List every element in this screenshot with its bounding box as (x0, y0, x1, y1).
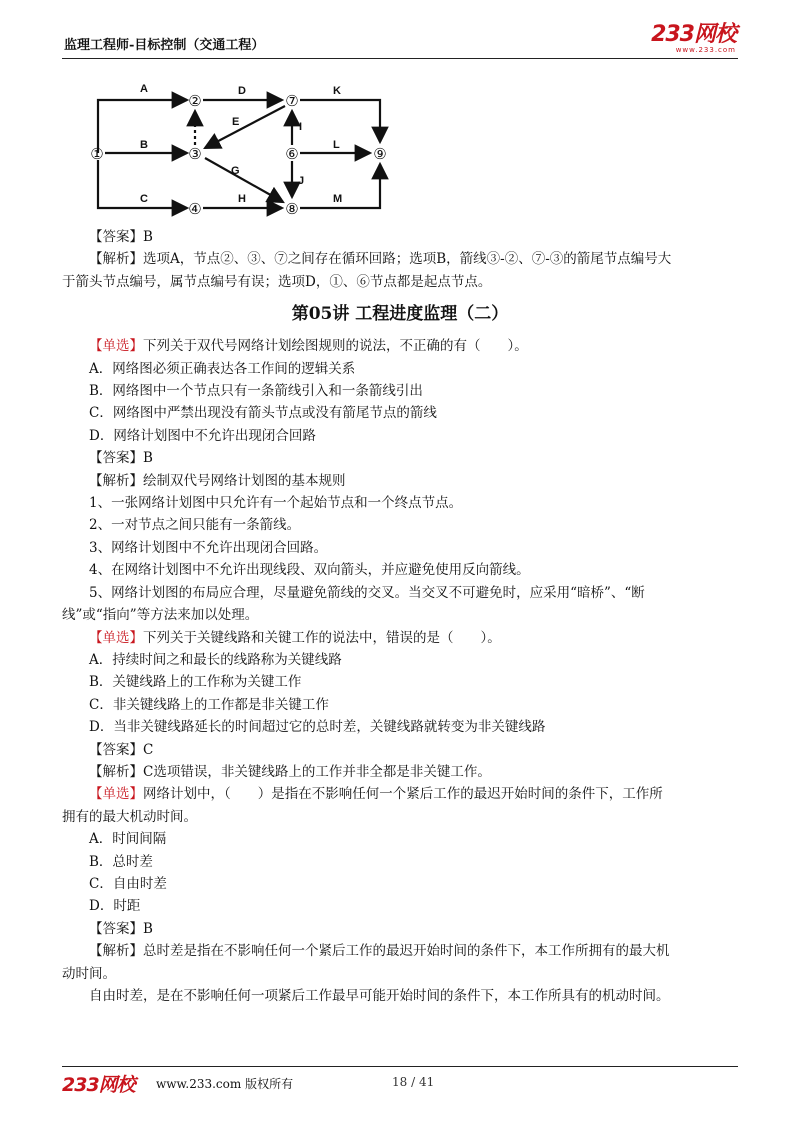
page-header (62, 22, 738, 60)
node-8: ⑧ (285, 200, 299, 218)
option-item: D．网络计划图中不允许出现闭合回路 (89, 427, 316, 444)
footer-logo[interactable]: 233网校 (62, 1074, 135, 1096)
network-diagram (85, 78, 405, 223)
option-item: A．持续时间之和最长的线路称为关键线路 (89, 651, 342, 668)
arrow-k (300, 100, 380, 142)
question-type-tag: 【单选】 (89, 338, 143, 355)
arrow-e (205, 106, 285, 148)
analysis-row: 【解析】总时差是指在不影响任何一个紧后工作的最迟开始时间的条件下，本工作所拥有的最大机 (89, 943, 670, 960)
logo-text: 233网校 (651, 22, 736, 47)
option-item: B．总时差 (89, 853, 153, 870)
question-stem-continued: 拥有的最大机动时间。 (62, 808, 197, 825)
document-title: 监理工程师-目标控制（交通工程） (64, 38, 265, 53)
header-rule (62, 58, 738, 59)
label-l: L (333, 139, 340, 151)
analysis-row: 【解析】C选项错误，非关键线路上的工作并非全都是非关键工作。 (89, 763, 491, 780)
rule-item: 2、一对节点之间只能有一条箭线。 (89, 517, 301, 534)
question-stem: 【单选】下列关于双代号网络计划绘图规则的说法，不正确的有（ ）。 (89, 338, 528, 355)
answer-row: 【答案】C (89, 741, 154, 758)
node-4: ④ (188, 200, 202, 218)
label-c: C (140, 193, 148, 205)
option-item: D．时距 (89, 898, 141, 915)
answer-row: 【答案】B (89, 920, 153, 937)
node-9: ⑨ (373, 145, 387, 163)
rule-item: 4、在网络计划图中不允许出现线段、双向箭头，并应避免使用反向箭线。 (89, 562, 530, 579)
rule-item-continued: 线”或“指向”等方法来加以处理。 (62, 607, 259, 624)
label-b: B (140, 139, 148, 151)
option-item: D．当非关键线路延长的时间超过它的总时差，关键线路就转变为非关键线路 (89, 719, 546, 736)
option-item: C．非关键线路上的工作都是非关键工作 (89, 696, 329, 713)
node-2: ② (188, 92, 202, 110)
question-stem: 【单选】下列关于关键线路和关键工作的说法中，错误的是（ ）。 (89, 629, 501, 646)
node-3: ③ (188, 145, 202, 163)
label-m: M (333, 193, 343, 205)
page-number: 18 / 41 (392, 1075, 435, 1089)
page-footer (62, 1068, 738, 1094)
node-1: ① (90, 145, 104, 163)
brand-logo[interactable] (651, 24, 736, 54)
label-k: K (333, 85, 341, 97)
node-7: ⑦ (285, 92, 299, 110)
label-d: D (238, 85, 246, 97)
label-h: H (238, 193, 246, 205)
option-item: C．自由时差 (89, 875, 167, 892)
answer-row: 【答案】B (89, 229, 153, 245)
footer-copyright: www.233.com 版权所有 (156, 1077, 294, 1091)
rule-item: 1、一张网络计划图中只允许有一个起始节点和一个终点节点。 (89, 495, 463, 512)
option-item: C．网络图中严禁出现没有箭头节点或没有箭尾节点的箭线 (89, 405, 437, 422)
section-title: 第05讲 工程进度监理（二） (291, 304, 509, 325)
label-i: I (299, 121, 303, 133)
question-stem: 【单选】网络计划中，（ ）是指在不影响任何一个紧后工作的最迟开始时间的条件下，工作所 (89, 786, 663, 803)
rule-item: 3、网络计划图中不允许出现闭合回路。 (89, 539, 328, 556)
label-g: G (231, 165, 240, 177)
label-e: E (232, 116, 240, 128)
extra-note: 自由时差，是在不影响任何一项紧后工作最早可能开始时间的条件下，本工作所具有的机动时间。 (89, 988, 670, 1004)
question-type-tag: 【单选】 (89, 629, 143, 646)
document-body (62, 226, 738, 1007)
option-item: A．时间间隔 (89, 831, 167, 848)
answer-row: 【答案】B (89, 450, 153, 467)
question-type-tag: 【单选】 (89, 786, 143, 803)
rule-item: 5、网络计划图的布局应合理，尽量避免箭线的交叉。当交叉不可避免时，应采用“暗桥”、“断 (89, 584, 645, 601)
footer-rule (62, 1066, 738, 1067)
analysis-row: 【解析】绘制双代号网络计划图的基本规则 (89, 472, 346, 489)
option-item: B．关键线路上的工作称为关键工作 (89, 674, 302, 691)
analysis-continued: 动时间。 (62, 965, 116, 982)
option-item: B．网络图中一个节点只有一条箭线引入和一条箭线引出 (89, 383, 423, 400)
analysis-row: 【解析】选项A，节点②、③、⑦之间存在循环回路；选项B，箭线③-②、⑦-③的箭尾节点编号大 (89, 251, 672, 268)
option-item: A．网络图必须正确表达各工作间的逻辑关系 (89, 360, 356, 377)
analysis-continued: 于箭头节点编号，属节点编号有误；选项D，①、⑥节点都是起点节点。 (62, 273, 492, 290)
label-a: A (140, 83, 148, 95)
label-j: J (298, 175, 305, 187)
logo-url: www.233.com (675, 46, 736, 54)
node-6: ⑥ (285, 145, 299, 163)
